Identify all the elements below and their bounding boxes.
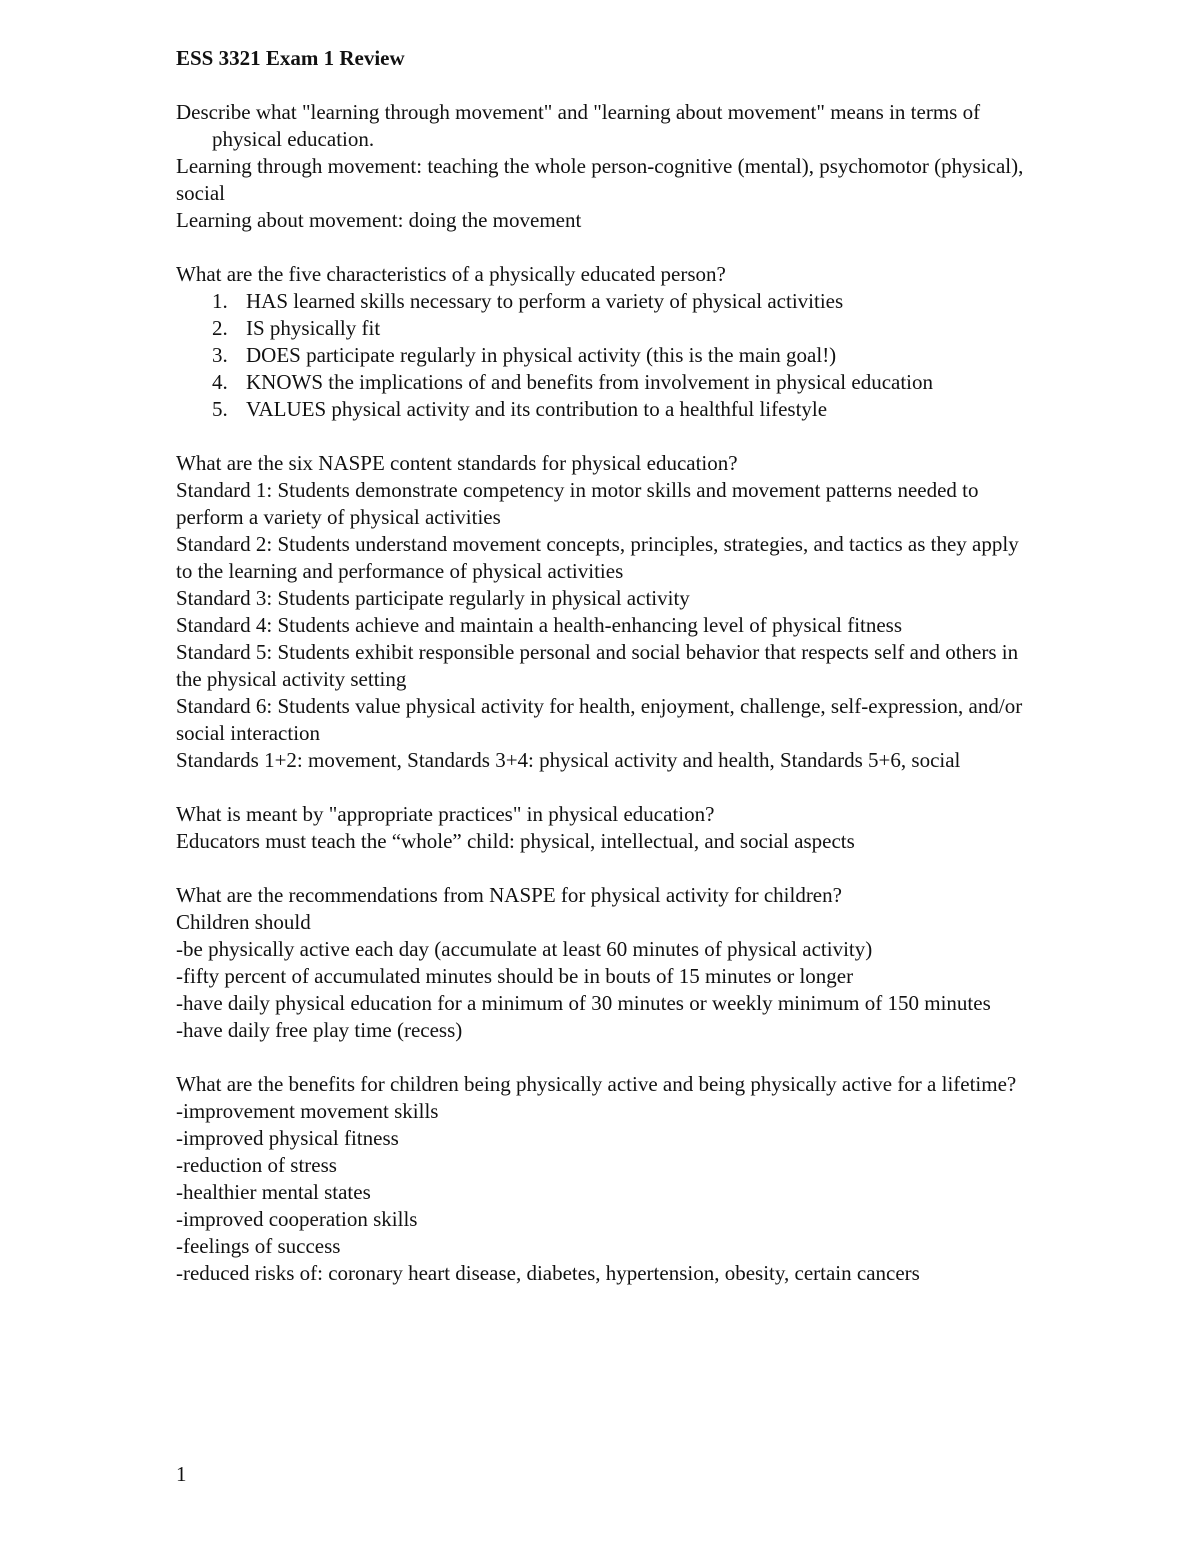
question: What are the five characteristics of a physically educated person? (176, 262, 726, 286)
list-item (176, 396, 1036, 423)
list-item-text: VALUES physical activity and its contribution to a healthful lifestyle (246, 397, 828, 421)
list-item-number: 5. (212, 397, 228, 421)
answer-line: -feelings of success (176, 1234, 341, 1258)
list-item-text: IS physically fit (246, 316, 381, 340)
page-content (176, 45, 1036, 1314)
list-item (176, 342, 1036, 369)
answer-line: -have daily free play time (recess) (176, 1018, 463, 1042)
list-item (176, 288, 1036, 315)
list-item-number: 1. (212, 289, 228, 313)
list-item-number: 4. (212, 370, 228, 394)
answer-line: -improved physical fitness (176, 1126, 399, 1150)
answer-line: Standard 3: Students participate regularly in physical activity (176, 586, 690, 610)
section-benefits (176, 1071, 1036, 1287)
answer-line: -have daily physical education for a minimum of 30 minutes or weekly minimum of 150 minutes (176, 991, 991, 1015)
answer-line: Standard 5: Students exhibit responsible personal and social behavior that respects self and others in the physical activity setting (176, 640, 1019, 691)
question: What are the recommendations from NASPE for physical activity for children? (176, 883, 842, 907)
section-characteristics (176, 261, 1036, 423)
document-title: ESS 3321 Exam 1 Review (176, 46, 405, 70)
question: What are the six NASPE content standards for physical education? (176, 451, 738, 475)
list-item-number: 3. (212, 343, 228, 367)
answer-line: Educators must teach the “whole” child: physical, intellectual, and social aspects (176, 829, 855, 853)
list-item-number: 2. (212, 316, 228, 340)
page-number: 1 (176, 1462, 187, 1486)
list-item (176, 369, 1036, 396)
list-item-text: DOES participate regularly in physical activity (this is the main goal!) (246, 343, 837, 367)
answer-line: Learning about movement: doing the movement (176, 208, 582, 232)
answer-line: -reduced risks of: coronary heart disease, diabetes, hypertension, obesity, certain cancers (176, 1261, 920, 1285)
list-item (176, 315, 1036, 342)
characteristics-list (176, 288, 1036, 423)
answer-line: Children should (176, 910, 311, 934)
answer-line: -improvement movement skills (176, 1099, 439, 1123)
section-appropriate-practices (176, 801, 1036, 855)
answer-line: -reduction of stress (176, 1153, 337, 1177)
list-item-text: KNOWS the implications of and benefits from involvement in physical education (246, 370, 934, 394)
answer-line: Standard 1: Students demonstrate competency in motor skills and movement patterns needed to perform a variety of physical activities (176, 478, 979, 529)
answer-line: -healthier mental states (176, 1180, 371, 1204)
answer-line: Standard 2: Students understand movement concepts, principles, strategies, and tactics as they apply to the learning and performance of physical activities (176, 532, 1019, 583)
answer-line: Standards 1+2: movement, Standards 3+4: physical activity and health, Standards 5+6, social (176, 748, 961, 772)
answer-line: Standard 4: Students achieve and maintain a health-enhancing level of physical fitness (176, 613, 903, 637)
question: Describe what "learning through movement" and "learning about movement" means in terms of physical education. (176, 100, 981, 151)
question: What are the benefits for children being physically active and being physically active for a lifetime? (176, 1072, 1017, 1096)
answer-line: Learning through movement: teaching the whole person-cognitive (mental), psychomotor (physical), social (176, 154, 1024, 205)
section-recommendations (176, 882, 1036, 1044)
section-learning-movement (176, 99, 1036, 234)
answer-line: Standard 6: Students value physical activity for health, enjoyment, challenge, self-expression, and/or social interaction (176, 694, 1023, 745)
section-naspe-standards (176, 450, 1036, 774)
answer-line: -fifty percent of accumulated minutes should be in bouts of 15 minutes or longer (176, 964, 854, 988)
answer-line: -improved cooperation skills (176, 1207, 418, 1231)
list-item-text: HAS learned skills necessary to perform a variety of physical activities (246, 289, 844, 313)
answer-line: -be physically active each day (accumulate at least 60 minutes of physical activity) (176, 937, 873, 961)
question: What is meant by "appropriate practices" in physical education? (176, 802, 715, 826)
